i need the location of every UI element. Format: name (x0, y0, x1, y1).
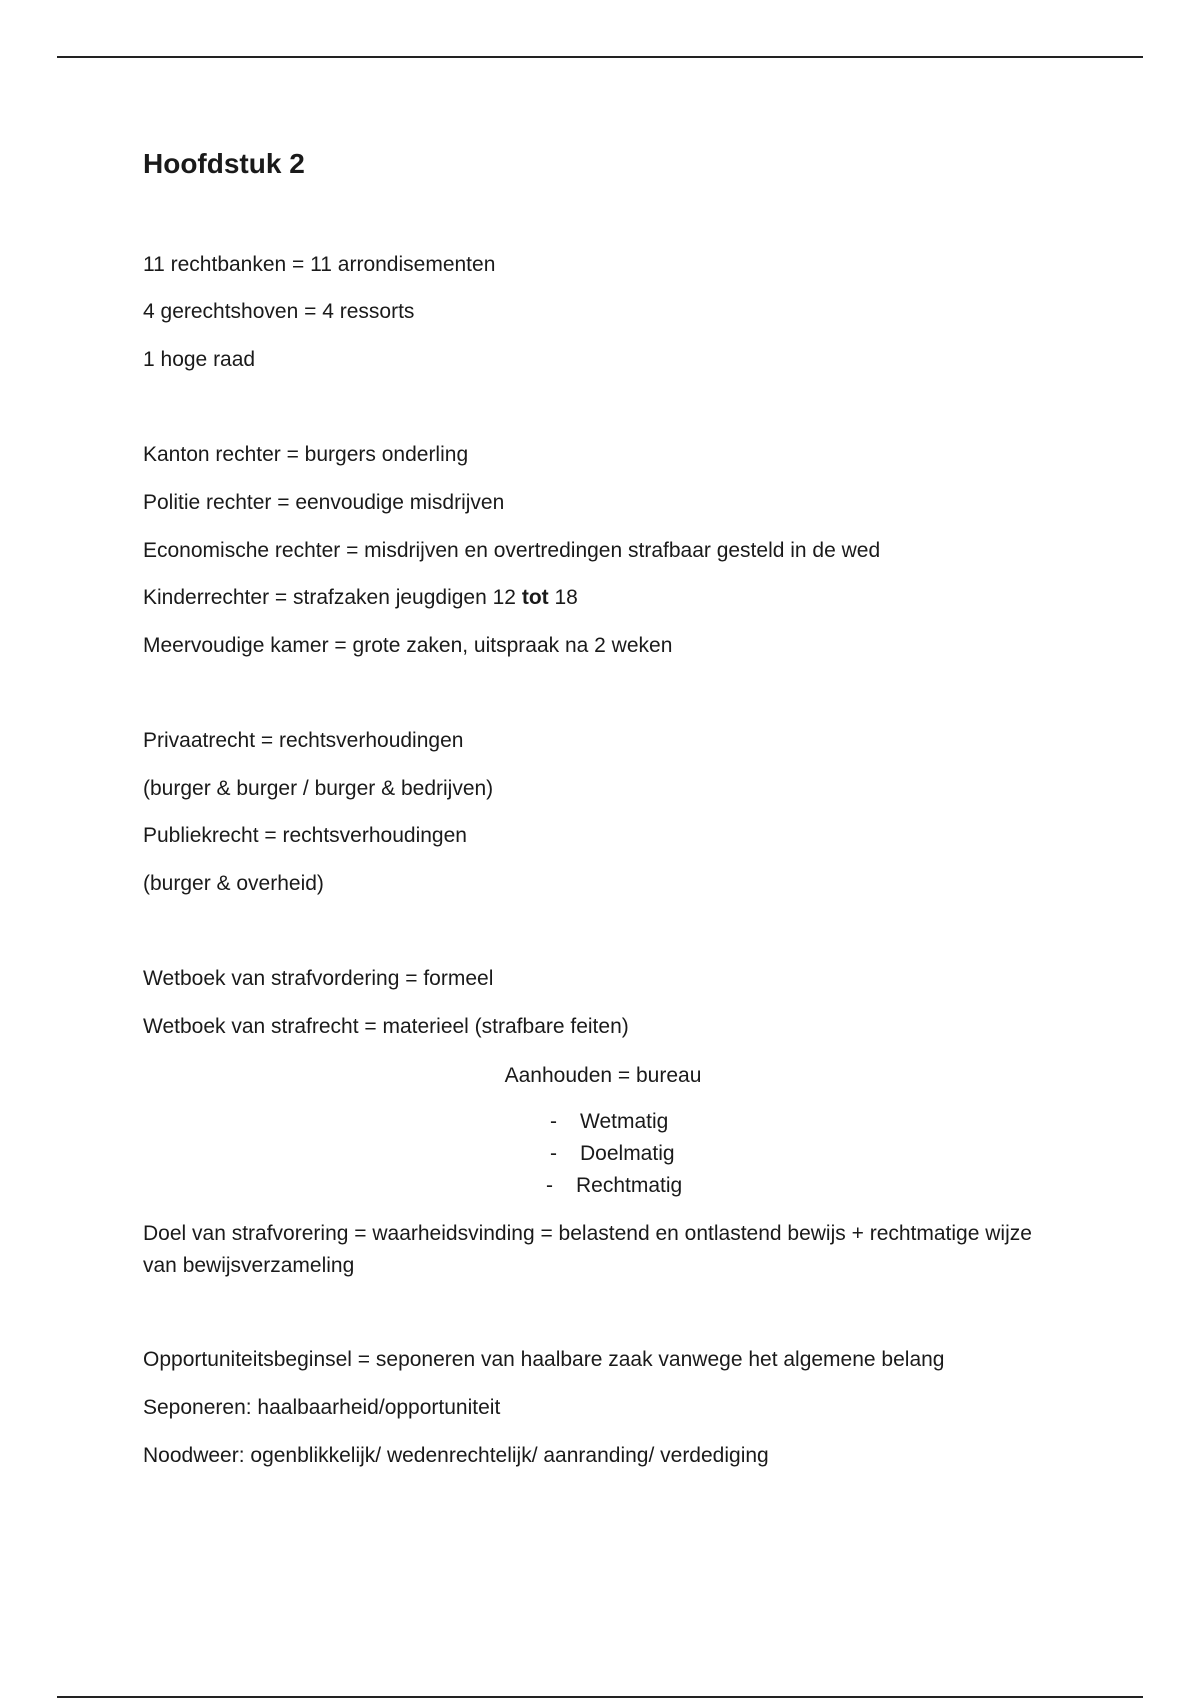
text-segment: 18 (548, 586, 578, 609)
list-item-label: Wetmatig (580, 1110, 669, 1133)
bullet-dash: - (550, 1142, 557, 1165)
bullet-dash: - (550, 1110, 557, 1133)
text-line: Privaatrecht = rechtsverhoudingen (143, 729, 464, 752)
text-line: Seponeren: haalbaarheid/opportuniteit (143, 1396, 501, 1419)
text-line: Noodweer: ogenblikkelijk/ wedenrechtelijk/ aanranding/ verdediging (143, 1444, 769, 1467)
bullet-dash: - (546, 1174, 553, 1197)
text-line: 1 hoge raad (143, 348, 256, 371)
text-line: Wetboek van strafrecht = materieel (strafbare feiten) (143, 1015, 629, 1038)
text-line: Wetboek van strafvordering = formeel (143, 967, 494, 990)
text-line: (burger & burger / burger & bedrijven) (143, 777, 494, 800)
bold-text: tot (521, 586, 549, 609)
text-paragraph: Doel van strafvorering = waarheidsvinding = belastend en ontlastend bewijs + rechtmatige wijze van bewijsverzameling (143, 1222, 1032, 1277)
text-line: Publiekrecht = rechtsverhoudingen (143, 824, 467, 847)
text-line: 11 rechtbanken = 11 arrondisementen (143, 253, 496, 276)
list-item (550, 1107, 668, 1137)
text-line (143, 583, 578, 613)
text-line: Meervoudige kamer = grote zaken, uitspraak na 2 weken (143, 634, 673, 657)
text-line: (burger & overheid) (143, 872, 324, 895)
text-line: 4 gerechtshoven = 4 ressorts (143, 300, 415, 323)
text-line: Opportuniteitsbeginsel = seponeren van haalbare zaak vanwege het algemene belang (143, 1348, 945, 1371)
centered-heading: Aanhouden = bureau (504, 1064, 702, 1087)
page-title: Hoofdstuk 2 (143, 148, 305, 179)
header-rule (57, 56, 1143, 58)
text-segment: Kinderrechter = strafzaken jeugdigen 12 (143, 586, 522, 609)
text-line: Economische rechter = misdrijven en overtredingen strafbaar gesteld in de wed (143, 539, 881, 562)
list-item (546, 1171, 682, 1201)
list-item (550, 1139, 675, 1169)
text-line: Politie rechter = eenvoudige misdrijven (143, 491, 505, 514)
list-item-label: Doelmatig (580, 1142, 675, 1165)
list-item-label: Rechtmatig (576, 1174, 683, 1197)
footer-rule (57, 1696, 1143, 1698)
text-line: Kanton rechter = burgers onderling (143, 443, 469, 466)
